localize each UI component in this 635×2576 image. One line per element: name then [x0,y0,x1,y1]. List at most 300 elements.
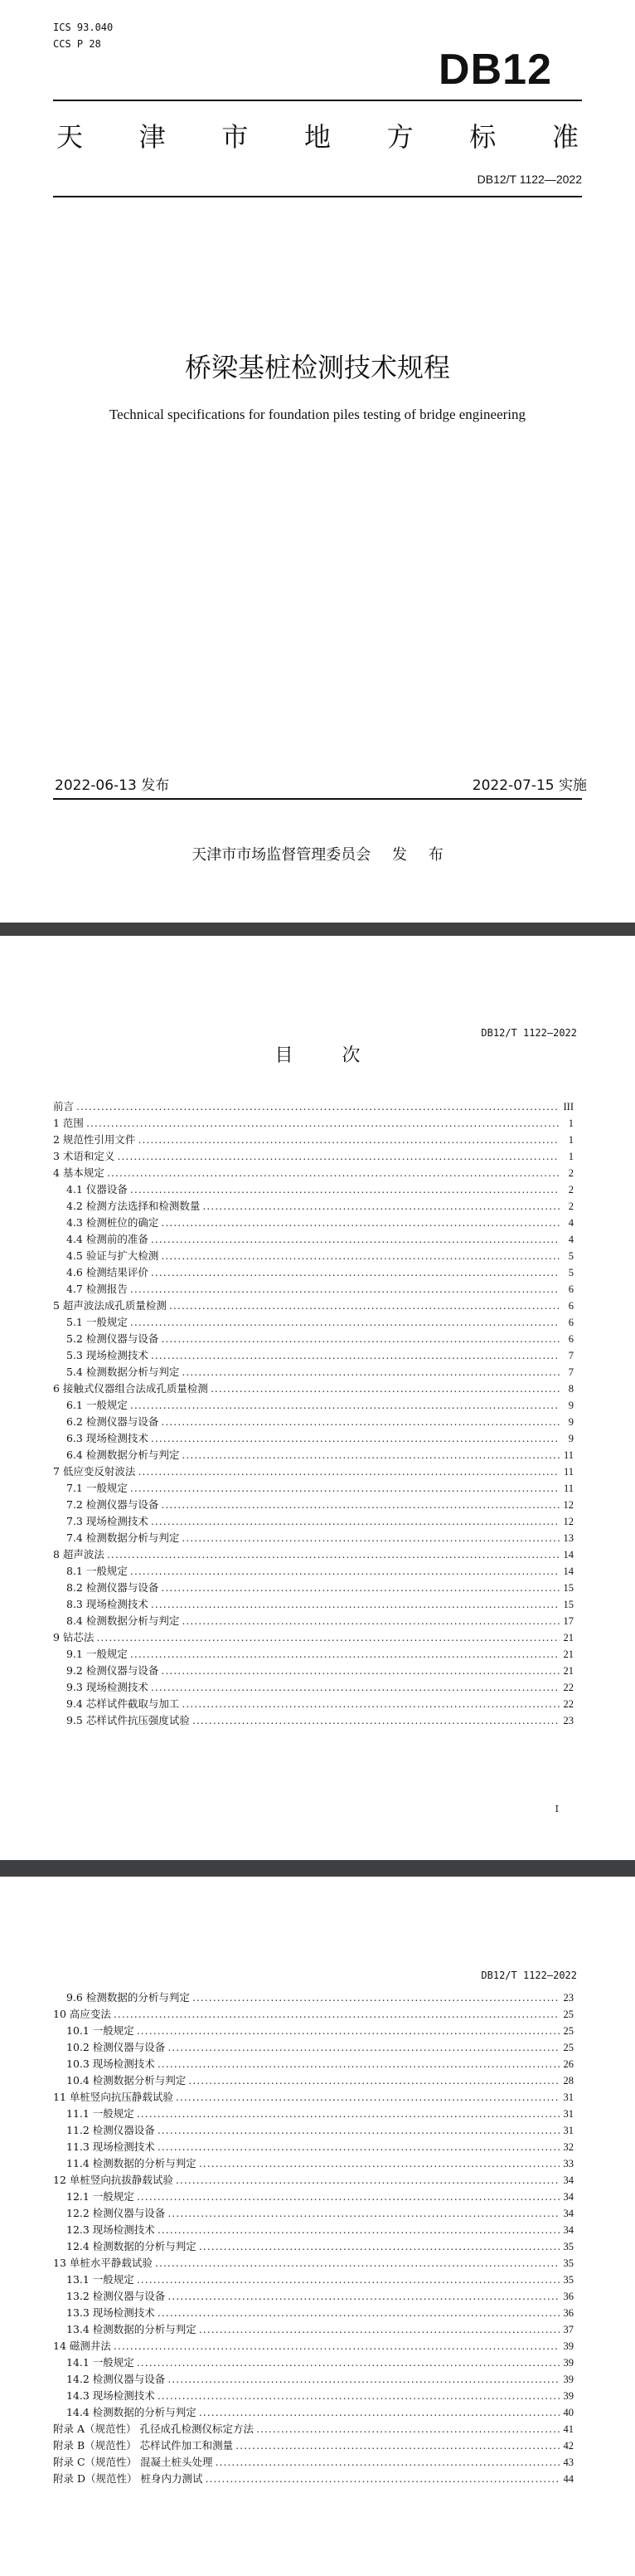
toc-entry[interactable] [53,1215,574,1231]
toc-entry-page: 2 [568,1167,574,1179]
page-header-number: DB12/T 1122—2022 [481,1027,577,1039]
toc-entry-page: 39 [563,2357,574,2369]
toc-entry-label: 12.3 现场检测技术 [66,2223,155,2236]
toc-entry-label: 5 超声波法成孔质量检测 [53,1299,167,1312]
toc-entry[interactable] [53,1115,574,1132]
toc-entry[interactable] [53,2006,574,2023]
toc-entry-label: 11 单桩竖向抗压静载试验 [53,2091,173,2103]
toc-entry-label: 13.4 检测数据的分析与判定 [66,2323,196,2335]
toc-entry[interactable] [53,1181,574,1198]
toc-leader-dots [151,1347,560,1364]
issuer: 天津市市场监督管理委员会 发 布 [191,846,444,864]
toc-entry[interactable] [53,1314,574,1331]
toc-leader-dots [130,1563,560,1580]
toc-entry-page: 4 [568,1217,574,1229]
toc-entry[interactable] [53,2222,574,2238]
page-header-number: DB12/T 1122—2022 [481,1970,577,1981]
toc-entry[interactable] [53,1679,574,1696]
toc-entry[interactable] [53,1132,574,1148]
toc-entry-page: 12 [563,1516,574,1527]
toc-entry-label: 3 术语和定义 [53,1150,115,1162]
toc-entry-page: 11 [563,1449,574,1461]
toc-entry-label: 12.1 一般规定 [66,2190,134,2203]
toc-entry[interactable] [53,2454,574,2471]
local-standard-char: 天 [56,121,84,153]
toc-entry[interactable] [53,2089,574,2106]
toc-entry[interactable] [53,2189,574,2205]
toc-entry-label: 7.4 检测数据分析与判定 [66,1531,180,1544]
page-footer-number: I [555,1804,559,1814]
toc-entry-page: 25 [563,2042,574,2053]
toc-leader-dots [151,1596,560,1613]
toc-entry-page: 35 [563,2274,574,2286]
toc-entry-page: 7 [568,1366,574,1378]
toc-entry-page: 8 [568,1383,574,1395]
implement-date: 2022-07-15 实施 [472,777,587,794]
toc-entry-page: 14 [563,1549,574,1561]
toc-entry[interactable] [53,1430,574,1447]
toc-entry[interactable] [53,1696,574,1712]
toc-entry-page: 41 [563,2423,574,2435]
toc-leader-dots [182,1364,560,1381]
toc-leader-dots [188,2072,560,2089]
local-standard-char: 准 [551,121,579,153]
toc-entry-label: 12 单桩竖向抗拔静载试验 [53,2174,173,2186]
toc-leader-dots [76,1098,560,1115]
toc-leader-dots [107,1165,560,1181]
local-standard-heading [53,116,582,154]
toc-entry[interactable] [53,2139,574,2155]
toc-entry-page: 42 [563,2440,574,2452]
page-separator [0,923,635,936]
toc-entry[interactable] [53,2404,574,2421]
page-separator [0,1860,635,1877]
toc-entry-page: 25 [563,2009,574,2020]
toc-entry-page: 32 [563,2141,574,2153]
toc-entry-page: 21 [563,1648,574,1660]
toc-leader-dots [137,2189,560,2205]
toc-leader-dots [161,1497,560,1513]
title-english: Technical specifications for foundation piles testing of bridge engineering [109,407,526,422]
toc-entry[interactable] [53,1613,574,1629]
toc-entry[interactable] [53,1497,574,1513]
toc-entry-label: 6.4 检测数据分析与判定 [66,1449,180,1461]
toc-entry[interactable] [53,1480,574,1497]
toc-entry-label: 11.3 现场检测技术 [66,2140,155,2153]
toc-entry-label: 14.1 一般规定 [66,2356,134,2369]
toc-entry-page: 7 [568,1350,574,1361]
toc-leader-dots [182,1447,560,1463]
toc-entry[interactable] [53,2321,574,2338]
toc-entry[interactable] [53,2421,574,2437]
toc-entry[interactable] [53,2122,574,2139]
toc-entry-label: 14.4 检测数据的分析与判定 [66,2406,196,2418]
toc-entry-label: 5.2 检测仪器与设备 [66,1332,159,1345]
toc-list [53,1098,574,1729]
toc-entry[interactable] [53,2338,574,2354]
toc-entry-label: 1 范围 [53,1117,84,1129]
toc-entry-page: 1 [568,1118,574,1129]
toc-entry-label: 10.2 检测仪器与设备 [66,2041,166,2053]
toc-entry[interactable] [53,2155,574,2172]
toc-entry-label: 4 基本规定 [53,1166,104,1179]
toc-entry-page: 26 [563,2058,574,2070]
toc-leader-dots [235,2437,560,2454]
toc-leader-dots [151,1430,560,1447]
release-date: 2022-06-13 发布 [55,777,170,794]
toc-leader-dots [155,2255,560,2272]
toc-entry-page: 34 [563,2191,574,2203]
toc-entry-label: 附录 D（规范性） 桩身内力测试 [53,2472,203,2485]
toc-entry-page: 31 [563,2125,574,2136]
toc-entry-label: 8.2 检测仪器与设备 [66,1581,159,1594]
toc-leader-dots [151,1264,560,1281]
toc-leader-dots [117,1148,560,1165]
toc-entry[interactable] [53,1281,574,1298]
cover-title-rule [53,196,582,197]
toc-entry-label: 7.1 一般规定 [66,1482,128,1494]
toc-entry-page: 23 [563,1992,574,2004]
toc-entry-page: 31 [563,2091,574,2103]
toc-entry-page: 35 [563,2241,574,2252]
toc-leader-dots [216,2454,560,2471]
toc-leader-dots [192,1712,560,1729]
toc-list [53,1989,574,2487]
toc-leader-dots [130,1646,560,1663]
toc-entry-label: 4.3 检测桩位的确定 [66,1216,159,1229]
toc-entry[interactable] [53,1264,574,1281]
toc-leader-dots [151,1513,560,1530]
toc-leader-dots [169,1298,560,1314]
toc-entry-label: 附录 A（规范性） 孔径成孔检测仪标定方法 [53,2423,254,2435]
toc-leader-dots [158,2222,560,2238]
toc-entry[interactable] [53,1231,574,1248]
toc-entry[interactable] [53,1248,574,1264]
toc-entry[interactable] [53,1463,574,1480]
toc-leader-dots [86,1115,560,1132]
toc-leader-dots [167,2039,560,2056]
toc-leader-dots [151,1231,560,1248]
cover-bottom-rule [53,798,582,800]
toc-leader-dots [167,2205,560,2222]
toc-entry[interactable] [53,1148,574,1165]
toc-entry-label: 6 接触式仪器组合法成孔质量检测 [53,1382,208,1395]
toc-entry-page: 11 [563,1466,574,1478]
local-standard-char: 津 [138,121,166,153]
toc-entry-label: 5.3 现场检测技术 [66,1349,148,1361]
toc-leader-dots [192,1989,560,2006]
toc-entry-label: 2 规范性引用文件 [53,1133,136,1146]
toc-entry-page: 39 [563,2340,574,2352]
toc-entry-label: 13.1 一般规定 [66,2273,134,2286]
toc-entry[interactable] [53,2056,574,2072]
toc-entry-label: 10.3 现场检测技术 [66,2057,155,2070]
toc-entry-label: 13.3 现场检测技术 [66,2306,155,2319]
toc-entry[interactable] [53,1347,574,1364]
toc-entry[interactable] [53,1530,574,1546]
toc-entry[interactable] [53,2388,574,2404]
toc-entry-page: 13 [563,1532,574,1544]
toc-entry-page: 14 [563,1566,574,1577]
toc-entry[interactable] [53,1414,574,1430]
local-standard-char: 标 [469,121,497,153]
toc-leader-dots [107,1546,560,1563]
toc-entry-page: 28 [563,2075,574,2087]
ics-code: ICS 93.040 [53,22,114,33]
toc-leader-dots [167,2371,560,2388]
toc-entry[interactable] [53,1546,574,1563]
toc-leader-dots [138,1463,560,1480]
toc-leader-dots [114,2006,560,2023]
toc-entry-label: 5.4 检测数据分析与判定 [66,1366,180,1378]
toc-entry[interactable] [53,1989,574,2006]
toc-entry-page: 21 [563,1632,574,1643]
toc-leader-dots [256,2421,560,2437]
toc-entry[interactable] [53,2255,574,2272]
toc-leader-dots [130,1281,560,1298]
toc-entry-label: 11.4 检测数据的分析与判定 [66,2157,196,2169]
local-standard-char: 方 [386,121,414,153]
toc-entry[interactable] [53,2205,574,2222]
toc-entry[interactable] [53,1712,574,1729]
toc-entry[interactable] [53,2305,574,2321]
toc-leader-dots [182,1530,560,1546]
toc-leader-dots [167,2288,560,2305]
toc-entry-page: 39 [563,2390,574,2402]
toc-entry-label: 7.2 检测仪器与设备 [66,1498,159,1511]
toc-entry-page: 9 [568,1416,574,1428]
toc-entry[interactable] [53,2023,574,2039]
toc-entry-page: 44 [563,2473,574,2485]
toc-entry-label: 14.3 现场检测技术 [66,2389,155,2402]
ccs-code: CCS P 28 [53,38,101,50]
toc-entry-page: 43 [563,2457,574,2468]
toc-entry-page: 2 [568,1184,574,1195]
toc-entry-page: 40 [563,2407,574,2418]
toc-entry-label: 14.2 检测仪器与设备 [66,2373,166,2385]
toc-entry[interactable] [53,1381,574,1397]
toc-entry-page: 11 [563,1483,574,1494]
title-chinese: 桥梁基桩检测技术规程 [184,352,450,383]
toc-entry-label: 11.1 一般规定 [66,2107,134,2120]
toc-entry[interactable] [53,2471,574,2487]
toc-entry[interactable] [53,2106,574,2122]
toc-entry[interactable] [53,1580,574,1596]
toc-entry-page: 15 [563,1599,574,1610]
toc-entry-page: 15 [563,1582,574,1594]
toc-leader-dots [130,1397,560,1414]
toc-entry-page: 22 [563,1698,574,1710]
toc-leader-dots [114,2338,560,2354]
toc-entry[interactable] [53,1596,574,1613]
toc-leader-dots [130,1181,560,1198]
toc-leader-dots [176,2172,560,2189]
toc-entry[interactable] [53,1298,574,1314]
toc-leader-dots [161,1215,560,1231]
toc-entry-page: 1 [568,1151,574,1162]
toc-entry-page: 9 [568,1400,574,1411]
toc-entry-label: 12.4 检测数据的分析与判定 [66,2240,196,2252]
toc-leader-dots [202,1198,560,1215]
toc-entry[interactable] [53,2371,574,2388]
toc-leader-dots [158,2139,560,2155]
toc-entry[interactable] [53,1165,574,1181]
toc-leader-dots [137,2106,560,2122]
toc-entry[interactable] [53,2354,574,2371]
toc-entry[interactable] [53,1513,574,1530]
toc-leader-dots [205,2471,560,2487]
toc-entry-page: 34 [563,2174,574,2186]
toc-entry-label: 4.5 验证与扩大检测 [66,1249,159,1262]
toc-leader-dots [161,1414,560,1430]
toc-leader-dots [199,2404,560,2421]
toc-entry[interactable] [53,1397,574,1414]
toc-leader-dots [158,2122,560,2139]
toc-entry[interactable] [53,2272,574,2288]
toc-entry-label: 附录 C（规范性） 混凝土桩头处理 [53,2456,213,2468]
toc-entry-page: 23 [563,1715,574,1726]
toc-entry-label: 6.2 检测仪器与设备 [66,1415,159,1428]
toc-entry-page: 37 [563,2324,574,2335]
toc-leader-dots [199,2155,560,2172]
toc-entry-label: 9 钻芯法 [53,1631,95,1643]
toc-entry-label: 9.3 现场检测技术 [66,1681,148,1693]
toc-entry-page: 34 [563,2208,574,2219]
toc-entry[interactable] [53,1447,574,1463]
toc-entry-page: 35 [563,2257,574,2269]
toc-entry-label: 4.2 检测方法选择和检测数量 [66,1200,201,1212]
toc-entry-label: 4.7 检测报告 [66,1283,128,1295]
toc-entry-label: 前言 [53,1100,75,1113]
toc-entry[interactable] [53,1331,574,1347]
toc-entry-page: 5 [568,1250,574,1262]
toc-entry-label: 9.4 芯样试件截取与加工 [66,1697,180,1710]
toc-entry[interactable] [53,2437,574,2454]
toc-page-1 [0,936,635,1860]
toc-entry-page: 12 [563,1499,574,1511]
cover-page [0,0,635,923]
toc-entry[interactable] [53,1646,574,1663]
toc-entry-label: 4.6 检测结果评价 [66,1266,148,1278]
toc-entry-page: 6 [568,1283,574,1295]
toc-entry-label: 11.2 检测仪器设备 [66,2124,155,2136]
toc-entry-label: 6.1 一般规定 [66,1399,128,1411]
toc-entry[interactable] [53,1629,574,1646]
toc-entry-label: 8.4 检测数据分析与判定 [66,1614,180,1627]
toc-leader-dots [161,1331,560,1347]
toc-entry-page: 33 [563,2158,574,2169]
toc-entry-page: 31 [563,2108,574,2120]
toc-entry-label: 8.1 一般规定 [66,1565,128,1577]
toc-entry[interactable] [53,1663,574,1679]
toc-entry-label: 5.1 一般规定 [66,1316,128,1328]
toc-leader-dots [158,2056,560,2072]
toc-entry-label: 9.6 检测数据的分析与判定 [66,1991,190,2004]
toc-entry-page: 36 [563,2291,574,2302]
toc-entry-label: 10 高应变法 [53,2008,111,2020]
toc-leader-dots [151,1679,560,1696]
toc-entry[interactable] [53,2172,574,2189]
toc-leader-dots [161,1663,560,1679]
toc-leader-dots [158,2388,560,2404]
toc-leader-dots [138,1132,560,1148]
toc-entry-label: 4.4 检测前的准备 [66,1233,148,1245]
toc-entry-label: 9.2 检测仪器与设备 [66,1664,159,1677]
toc-entry-page: 2 [568,1200,574,1212]
standard-code: DB12 [439,46,552,94]
toc-leader-dots [158,2305,560,2321]
toc-entry-page: 6 [568,1333,574,1345]
toc-entry[interactable] [53,2072,574,2089]
toc-entry-label: 13.2 检测仪器与设备 [66,2290,166,2302]
toc-entry-page: 4 [568,1234,574,1245]
toc-entry-page: III [563,1101,574,1113]
toc-entry-label: 4.1 仪器设备 [66,1183,128,1195]
toc-leader-dots [211,1381,560,1397]
toc-entry[interactable] [53,2039,574,2056]
toc-entry[interactable] [53,2288,574,2305]
toc-entry-page: 6 [568,1317,574,1328]
toc-page-2 [0,1877,635,2576]
toc-entry-page: 34 [563,2224,574,2236]
toc-leader-dots [130,1480,560,1497]
toc-entry-label: 8.3 现场检测技术 [66,1598,148,1610]
toc-entry-page: 36 [563,2307,574,2319]
toc-leader-dots [137,2023,560,2039]
local-standard-char: 地 [303,121,331,153]
toc-entry-label: 9.5 芯样试件抗压强度试验 [66,1714,190,1726]
toc-leader-dots [96,1629,560,1646]
toc-leader-dots [182,1613,560,1629]
toc-entry[interactable] [53,1364,574,1381]
toc-entry-label: 附录 B（规范性） 芯样试件加工和测量 [53,2439,234,2452]
toc-entry-page: 17 [563,1615,574,1627]
toc-entry-label: 6.3 现场检测技术 [66,1432,148,1444]
toc-leader-dots [161,1248,560,1264]
toc-entry-label: 7.3 现场检测技术 [66,1515,148,1527]
toc-entry-label: 8 超声波法 [53,1548,104,1561]
toc-entry-page: 6 [568,1300,574,1312]
toc-entry-page: 22 [563,1682,574,1693]
toc-title: 目 次 [274,1045,382,1066]
toc-leader-dots [130,1314,560,1331]
toc-entry-label: 10.4 检测数据分析与判定 [66,2074,187,2087]
toc-entry-label: 7 低应变反射波法 [53,1465,136,1478]
toc-leader-dots [176,2089,560,2106]
toc-entry-label: 13 单桩水平静载试验 [53,2257,153,2269]
toc-entry-page: 5 [568,1267,574,1278]
toc-entry[interactable] [53,1098,574,1115]
toc-entry-page: 39 [563,2374,574,2385]
toc-leader-dots [199,2321,560,2338]
document-number: DB12/T 1122—2022 [477,173,582,186]
local-standard-char: 市 [221,121,249,153]
toc-leader-dots [137,2272,560,2288]
cover-top-rule [53,100,582,101]
toc-entry-label: 9.1 一般规定 [66,1648,128,1660]
toc-entry-label: 14 磁测井法 [53,2340,111,2352]
toc-leader-dots [182,1696,560,1712]
toc-entry-page: 1 [568,1134,574,1146]
toc-entry-label: 10.1 一般规定 [66,2024,134,2037]
toc-entry[interactable] [53,2238,574,2255]
toc-entry-page: 21 [563,1665,574,1677]
toc-leader-dots [199,2238,560,2255]
toc-entry[interactable] [53,1198,574,1215]
toc-leader-dots [137,2354,560,2371]
toc-entry-page: 25 [563,2025,574,2037]
toc-entry[interactable] [53,1563,574,1580]
